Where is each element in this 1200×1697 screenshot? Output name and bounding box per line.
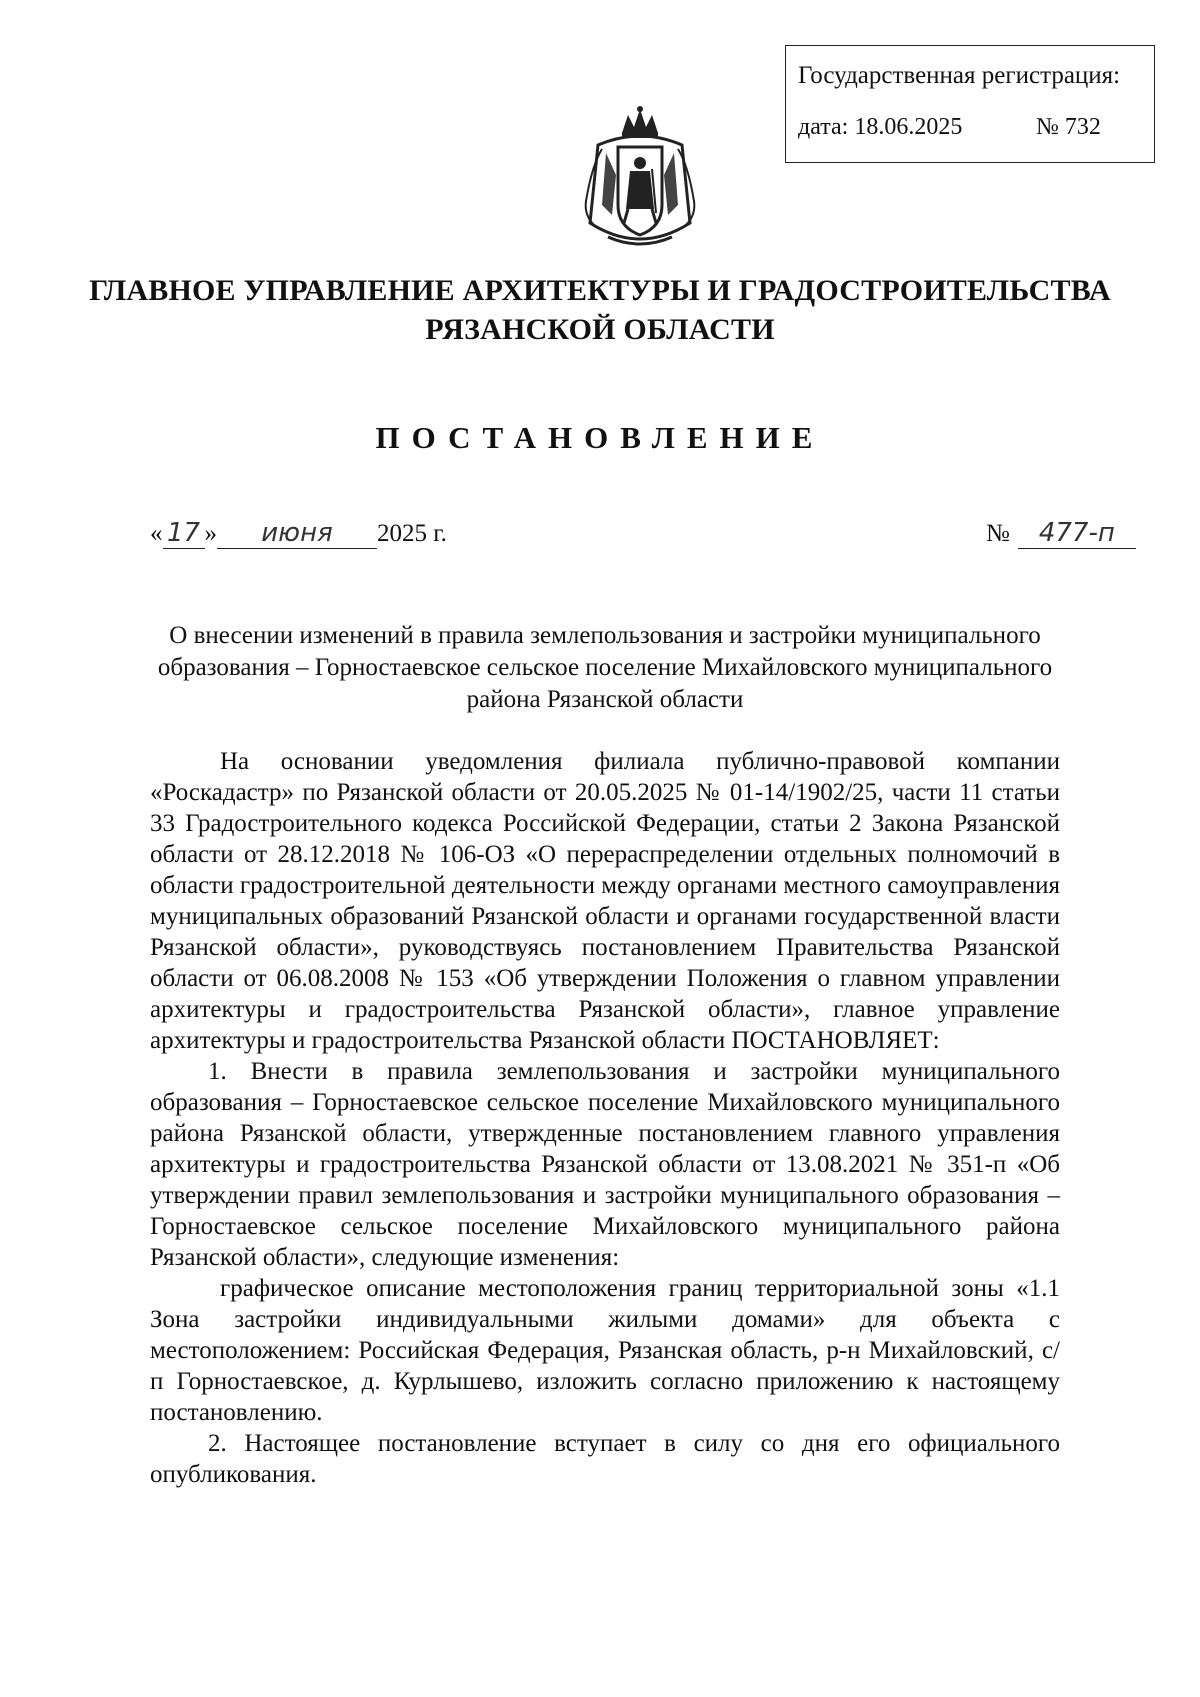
document-body — [150, 746, 1060, 1490]
document-date — [150, 518, 447, 549]
paragraph-item-2: 2. Настоящее постановление вступает в силу со дня его официального опубликования. — [150, 1430, 1060, 1488]
ryazan-coat-of-arms-icon — [578, 105, 702, 255]
date-month-handwritten: июня — [217, 518, 377, 549]
date-year: 2025 г. — [377, 520, 447, 547]
date-open-quote: « — [150, 520, 163, 547]
date-close-quote: » — [204, 520, 217, 547]
paragraph-preamble: На основании уведомления филиала публично-правовой компании «Роскадастр» по Рязанской области от 20.05.2025 № 01-14/1902/25, части 11 статьи 33 Градостроительного кодекса Российской Федерации, статьи 2 Закона Рязанской области от 28.12.2018 № 106-ОЗ «О перераспределении отдельных полномочий в области градостроительной деятельности между органами местного самоуправления муниципальных образований Рязанской области и органами государственной власти Рязанской области», руководствуясь постановлением Правительства Рязанской области от 06.08.2008 № 153 «Об утверждении Положения о главном управлении архитектуры и градостроительства Рязанской области», главное управление архитектуры и градостроительства Рязанской области ПОСТАНОВЛЯЕТ: — [150, 748, 1060, 1054]
registration-stamp — [785, 45, 1155, 163]
registration-date: дата: 18.06.2025 — [798, 114, 963, 140]
registration-title: Государственная регистрация: — [798, 62, 1121, 89]
paragraph-item-1: 1. Внести в правила землепользования и застройки муниципального образования – Горностаевское сельское поселение Михайловского муниципального района Рязанской области, утвержденные постановлением главного управления архитектуры и градостроительства Рязанской области от 13.08.2021 № 351-п «Об утверждении правил землепользования и застройки муниципального образования – Горностаевское сельское поселение Михайловского муниципального района Рязанской области», следующие изменения: — [150, 1058, 1060, 1271]
document-subject: О внесении изменений в правила землепользования и застройки муниципального образования – Горностаевское сельское поселение Михайловского муниципального района Рязанской области — [157, 622, 1053, 713]
document-type-title: ПОСТАНОВЛЕНИЕ — [375, 420, 825, 455]
number-label: № — [986, 520, 1010, 547]
paragraph-item-1-detail: графическое описание местоположения границ территориальной зоны «1.1 Зона застройки индивидуальными жилыми домами» для объекта с местоположением: Российская Федерация, Рязанская область, р-н Михайловский, с/п Горностаевское, д. Курлышево, изложить согласно приложению к настоящему постановлению. — [150, 1275, 1060, 1426]
organization-name-line1: ГЛАВНОЕ УПРАВЛЕНИЕ АРХИТЕКТУРЫ И ГРАДОСТРОИТЕЛЬСТВА — [89, 274, 1111, 307]
date-day-handwritten: 17 — [163, 518, 205, 549]
organization-name-line2: РЯЗАНСКОЙ ОБЛАСТИ — [425, 313, 775, 346]
registration-number: № 732 — [1036, 114, 1101, 140]
number-value-handwritten: 477-п — [1018, 518, 1136, 549]
document-number — [986, 518, 1136, 549]
